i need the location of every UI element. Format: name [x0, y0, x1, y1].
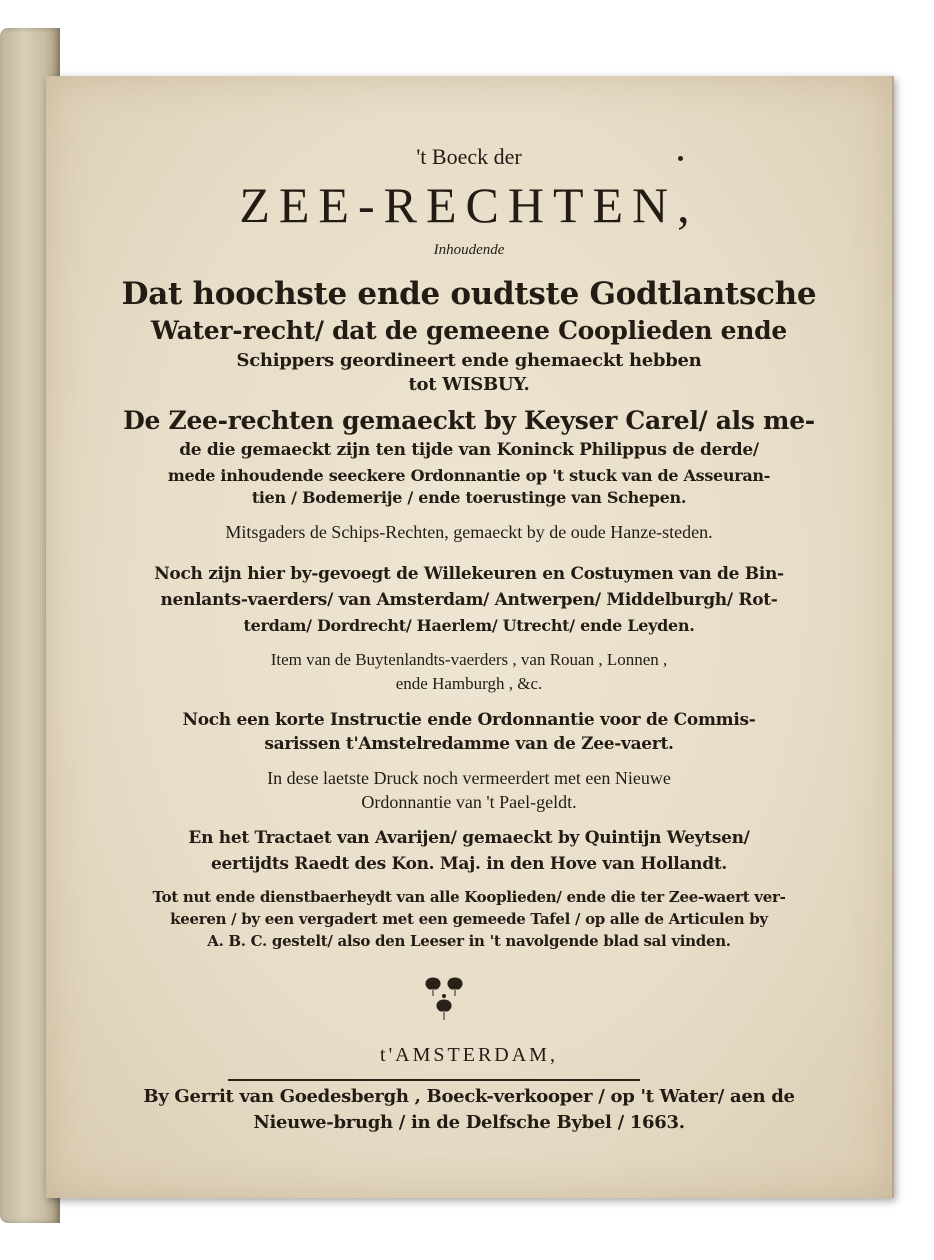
- mitsgaders-line: Mitsgaders de Schips-Rechten, gemaeckt by de oude Hanze-steden.: [225, 522, 713, 542]
- block1-line: Dat hoochste ende oudtste Godtlantsche: [121, 276, 817, 312]
- en-het-line: eertijdts Raedt des Kon. Maj. in den Hove van Hollandt.: [211, 854, 727, 874]
- item-line: Item van de Buytenlandts-vaerders , van Rouan , Lonnen ,: [270, 650, 668, 669]
- tot-nut-line: A. B. C. gestelt/ also den Leeser in 't navolgende blad sal vinden.: [207, 932, 731, 950]
- small-title: 't Boeck der: [416, 144, 522, 169]
- noch1-line: terdam/ Dordrecht/ Haerlem/ Utrecht/ ende Leyden.: [243, 616, 695, 635]
- item-line: ende Hamburgh , &c.: [395, 674, 543, 693]
- noch1-line: Noch zijn hier by-gevoegt de Willekeuren en Costuymen van de Bin-: [154, 564, 784, 584]
- noch1-line: nenlants-vaerders/ van Amsterdam/ Antwerpen/ Middelburgh/ Rot-: [160, 590, 778, 610]
- block1-line: Schippers geordineert ende ghemaeckt hebben: [236, 350, 702, 371]
- block1-line: tot WISBUY.: [408, 374, 530, 395]
- desel-line: In dese laetste Druck noch vermeerdert met een Nieuwe: [267, 768, 671, 788]
- noch2-line: Noch een korte Instructie ende Ordonnantie voor de Commis-: [182, 710, 756, 730]
- block1-line: Water-recht/ dat de gemeene Cooplieden ende: [151, 316, 787, 345]
- fleuron-ornament-icon: [422, 976, 466, 1024]
- imprint-line: Nieuwe-brugh / in de Delfsche Bybel / 1663.: [253, 1112, 685, 1133]
- block2-line: de die gemaeckt zijn ten tijde van Koninck Philippus de derde/: [179, 440, 759, 460]
- block2-line: De Zee-rechten gemaeckt by Keyser Carel/ als me-: [123, 406, 815, 435]
- imprint-rule: [228, 1079, 640, 1081]
- noch2-line: sarissen t'Amstelredamme van de Zee-vaert.: [264, 734, 674, 754]
- place-of-publication: t'AMSTERDAM,: [380, 1044, 558, 1066]
- block2-line: tien / Bodemerije / ende toerustinge van Schepen.: [251, 488, 687, 507]
- block2-line: mede inhoudende seeckere Ordonnantie op 't stuck van de Asseuran-: [167, 466, 771, 485]
- subtitle: Inhoudende: [433, 242, 505, 258]
- en-het-line: En het Tractaet van Avarijen/ gemaeckt by Quintijn Weytsen/: [188, 828, 750, 848]
- tot-nut-line: Tot nut ende dienstbaerheydt van alle Kooplieden/ ende die ter Zee-waert ver-: [152, 888, 786, 906]
- title-page: [46, 76, 894, 1198]
- main-title: ZEE-RECHTEN,: [239, 177, 699, 233]
- desel-line: Ordonnantie van 't Pael-geldt.: [361, 792, 577, 812]
- ink-speck: [678, 156, 683, 161]
- tot-nut-line: keeren / by een vergadert met een gemeede Tafel / op alle de Articulen by: [170, 910, 768, 928]
- imprint-line: By Gerrit van Goedesbergh , Boeck-verkooper / op 't Water/ aen de: [143, 1086, 795, 1107]
